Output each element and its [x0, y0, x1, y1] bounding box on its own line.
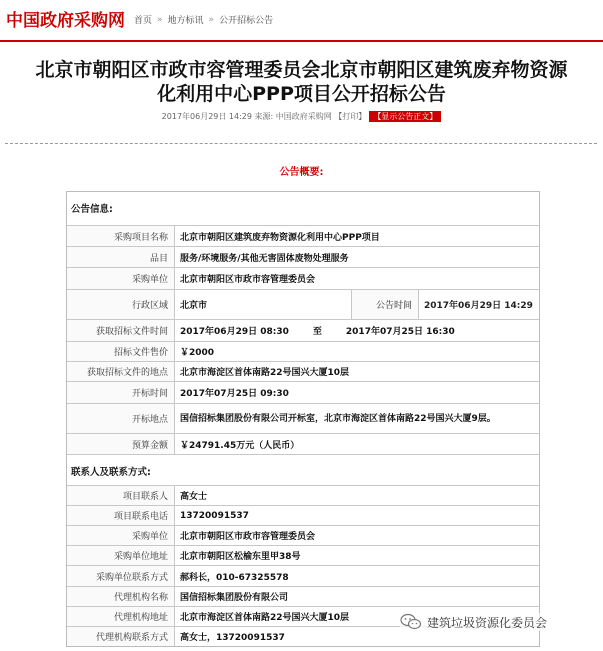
row-value: 高女士，13720091537: [180, 633, 285, 643]
row-label: 获取招标文件时间: [67, 320, 175, 341]
row-label: 公告时间: [351, 290, 419, 319]
breadcrumb-home[interactable]: 首页: [134, 16, 153, 26]
section-row: [67, 454, 539, 485]
wechat-icon: [400, 613, 422, 631]
table-row: [67, 246, 539, 267]
time-to: 至: [312, 327, 322, 337]
row-label: 采购单位地址: [67, 546, 175, 565]
row-value: 服务/环境服务/其他无害固体废物处理服务: [180, 253, 349, 264]
table-row: [67, 505, 539, 525]
row-label: 采购项目名称: [67, 226, 175, 246]
row-label: 代理机构名称: [67, 587, 175, 606]
row-value: 北京市朝阳区建筑废弃物资源化利用中心PPP项目: [180, 232, 380, 243]
row-value: 北京市海淀区首体南路22号国兴大厦10层: [180, 368, 350, 378]
row-label: 开标地点: [67, 404, 175, 433]
table-row: [67, 586, 539, 606]
row-label: 采购单位: [67, 268, 175, 289]
breadcrumb-local-bids[interactable]: 地方标讯: [167, 16, 204, 26]
table-row: [67, 565, 539, 586]
table-row: [67, 225, 539, 246]
table-row: [67, 267, 539, 289]
time-end: 2017年07月25日 16:30: [345, 327, 455, 337]
table-row: [67, 485, 539, 505]
row-label: 采购单位: [67, 526, 175, 545]
row-label: 获取招标文件的地点: [67, 362, 175, 381]
row-value: 郝科长，010-67325578: [180, 572, 289, 583]
time-start: 2017年06月29日 08:30: [180, 327, 289, 337]
row-label: 项目联系人: [67, 486, 175, 505]
row-value: 北京市朝阳区市政市容管理委员会: [180, 532, 316, 542]
breadcrumb-current[interactable]: 公开招标公告: [219, 16, 274, 26]
summary-heading: 公告概要:: [279, 167, 324, 178]
site-logo[interactable]: 中国政府采购网: [6, 11, 125, 31]
row-label: 项目联系电话: [67, 506, 175, 525]
region-value: 北京市: [180, 301, 208, 311]
row-value: 北京市海淀区首体南路22号国兴大厦10层: [180, 613, 350, 623]
row-value: 2017年07月25日 09:30: [180, 389, 289, 399]
row-label: 预算金额: [67, 434, 175, 454]
table-row: [67, 403, 539, 433]
table-row: [67, 545, 539, 565]
row-label: 代理机构地址: [67, 607, 175, 626]
show-content-button[interactable]: 【显示公告正文】: [369, 111, 441, 122]
table-row: [67, 341, 539, 361]
table-row: [67, 433, 539, 454]
row-value: 北京市朝阳区松榆东里甲38号: [180, 552, 301, 562]
table-row: [67, 319, 539, 341]
row-value: 北京市朝阳区市政市容管理委员会: [180, 275, 316, 285]
table-row: [67, 361, 539, 381]
publish-time-value: 2017年06月29日 14:29: [424, 301, 533, 311]
article-meta: [0, 111, 603, 122]
row-value: ￥2000: [180, 348, 215, 358]
row-value: 高女士: [180, 492, 208, 502]
watermark: [400, 613, 547, 631]
section-row: [67, 192, 539, 225]
breadcrumb-separator: »: [208, 14, 215, 25]
row-label: 代理机构联系方式: [67, 627, 175, 646]
row-label: 行政区域: [67, 290, 175, 319]
breadcrumb-separator: »: [157, 14, 163, 25]
title-line-1: 北京市朝阳区市政市容管理委员会北京市朝阳区建筑废弃物资源: [35, 59, 568, 81]
section-title-info: 公告信息:: [71, 204, 113, 215]
divider: [5, 143, 597, 144]
row-value: 国信招标集团股份有限公司: [180, 593, 289, 603]
table-row: [67, 381, 539, 403]
row-label: 开标时间: [67, 382, 175, 403]
row-value: ￥24791.45万元（人民币）: [180, 440, 300, 451]
top-bar: [0, 0, 603, 42]
watermark-text: 建筑垃圾资源化委员会: [427, 615, 548, 630]
row-value: 13720091537: [180, 510, 249, 521]
meta-text: 2017年06月29日 14:29 来源: 中国政府采购网 【打印】: [161, 112, 367, 121]
row-value: 国信招标集团股份有限公司开标室，北京市海淀区首体南路22号国兴大厦9层。: [180, 413, 496, 424]
row-label: 采购单位联系方式: [67, 566, 175, 586]
row-label: 品目: [67, 247, 175, 267]
breadcrumb: [134, 13, 273, 26]
row-value: [175, 320, 539, 341]
row-label: 招标文件售价: [67, 342, 175, 361]
section-title-contacts: 联系人及联系方式:: [71, 467, 151, 478]
table-row: [67, 525, 539, 545]
announcement-table: [66, 191, 540, 647]
table-row: [67, 289, 539, 319]
page-title: [0, 58, 603, 106]
title-line-2: 化利用中心PPP项目公开招标公告: [157, 83, 446, 105]
